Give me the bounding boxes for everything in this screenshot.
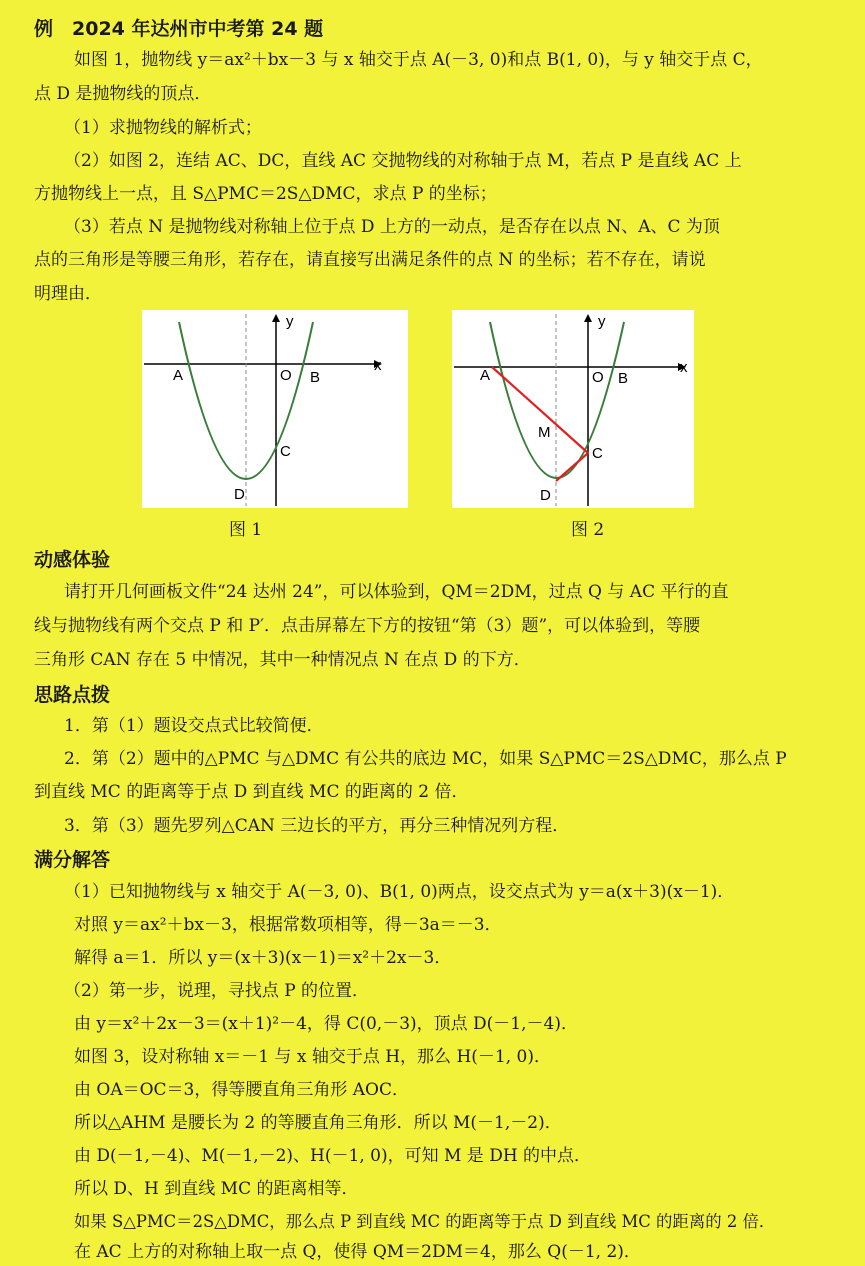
point-b-label: B (310, 369, 321, 386)
segment-dc (556, 453, 588, 481)
hint-line: 1．第（1）题设交点式比较简便． (64, 716, 324, 736)
hint-line: 3．第（3）题先罗列△CAN 三边长的平方，再分三种情况列方程． (64, 816, 570, 836)
figure-1 (142, 310, 408, 508)
solution-line: 由 OA＝OC＝3，得等腰直角三角形 AOC． (74, 1080, 410, 1100)
solution-line: 如果 S△PMC＝2S△DMC，那么点 P 到直线 MC 的距离等于点 D 到直线 MC 的距离的 2 倍． (74, 1212, 776, 1231)
experience-line: 线与抛物线有两个交点 P 和 P′．点击屏幕左下方的按钮“第（3）题”，可以体验到，等腰 (34, 616, 701, 636)
point-o-label: O (280, 367, 292, 384)
point-b-label: B (618, 370, 629, 387)
point-o-label: O (592, 369, 604, 386)
figure-2 (452, 310, 694, 508)
experience-line: 三角形 CAN 存在 5 中情况，其中一种情况点 N 在点 D 的下方． (34, 650, 531, 670)
solution-line: （1）已知抛物线与 x 轴交于 A(－3, 0)、B(1, 0)两点，设交点式为 y＝a(x＋3)(x－1)． (64, 882, 735, 902)
solution-line: 所以△AHM 是腰长为 2 的等腰直角三角形．所以 M(－1,－2)． (74, 1113, 562, 1133)
solution-line: 解得 a＝1．所以 y＝(x＋3)(x－1)＝x²＋2x－3． (74, 948, 452, 968)
problem-part-1: （1）求抛物线的解析式； (64, 118, 262, 138)
problem-line: 方抛物线上一点，且 S△PMC＝2S△DMC，求点 P 的坐标； (34, 184, 497, 204)
problem-line: 如图 1，抛物线 y＝ax²＋bx－3 与 x 轴交于点 A(－3, 0)和点 B(1, 0)，与 y 轴交于点 C， (74, 50, 763, 70)
problem-line: 点的三角形是等腰三角形，若存在，请直接写出满足条件的点 N 的坐标；若不存在，请说 (34, 250, 706, 270)
problem-part-2: （2）如图 2，连结 AC、DC，直线 AC 交抛物线的对称轴于点 M，若点 P 是直线 AC 上 (64, 151, 742, 171)
point-d-label: D (540, 487, 551, 504)
parabola-curve (490, 322, 624, 478)
problem-title: 例 2024 年达州市中考第 24 题 (34, 18, 324, 40)
solution-line: 如图 3，设对称轴 x＝－1 与 x 轴交于点 H，那么 H(－1, 0)． (74, 1047, 551, 1067)
point-c-label: C (592, 445, 603, 462)
solution-line: 由 D(－1,－4)、M(－1,－2)、H(－1, 0)，可知 M 是 DH 的中点． (74, 1146, 592, 1166)
point-a-label: A (173, 367, 184, 384)
figure-1-graph (142, 310, 408, 508)
figure-2-caption: 图 2 (571, 520, 605, 540)
solution-line: 对照 y＝ax²＋bx－3，根据常数项相等，得－3a＝－3． (74, 915, 502, 935)
point-m-label: M (538, 424, 551, 441)
y-axis-arrow (584, 314, 592, 322)
solution-line: 所以 D、H 到直线 MC 的距离相等． (74, 1179, 359, 1199)
problem-part-3: （3）若点 N 是抛物线对称轴上位于点 D 上方的一动点，是否存在以点 N、A、C 为顶 (64, 217, 720, 237)
y-axis-arrow (272, 314, 280, 322)
section-heading-hints: 思路点拨 (34, 684, 111, 706)
solution-line: 在 AC 上方的对称轴上取一点 Q，使得 QM＝2DM＝4，那么 Q(－1, 2)． (74, 1242, 641, 1262)
problem-line: 点 D 是抛物线的顶点． (34, 84, 212, 104)
point-a-label: A (480, 367, 491, 384)
figure-2-graph (452, 310, 694, 508)
x-label: x (680, 359, 688, 376)
hint-line: 2．第（2）题中的△PMC 与△DMC 有公共的底边 MC，如果 S△PMC＝2S△DMC，那么点 P (64, 749, 787, 769)
section-heading-solution: 满分解答 (34, 849, 111, 871)
figure-1-caption: 图 1 (229, 520, 263, 540)
hint-line: 到直线 MC 的距离等于点 D 到直线 MC 的距离的 2 倍． (34, 782, 469, 802)
y-label: y (286, 313, 294, 330)
x-label: x (374, 357, 382, 374)
point-d-label: D (234, 486, 245, 503)
y-label: y (598, 313, 606, 330)
solution-line: 由 y＝x²＋2x－3＝(x＋1)²－4，得 C(0,－3)，顶点 D(－1,－4)． (74, 1014, 578, 1034)
solution-line: （2）第一步，说理，寻找点 P 的位置． (64, 981, 370, 1001)
problem-line: 明理由． (34, 284, 102, 304)
point-c-label: C (280, 443, 291, 460)
section-heading-experience: 动感体验 (34, 549, 111, 571)
experience-line: 请打开几何画板文件“24 达州 24”，可以体验到，QM＝2DM，过点 Q 与 AC 平行的直 (64, 582, 729, 602)
